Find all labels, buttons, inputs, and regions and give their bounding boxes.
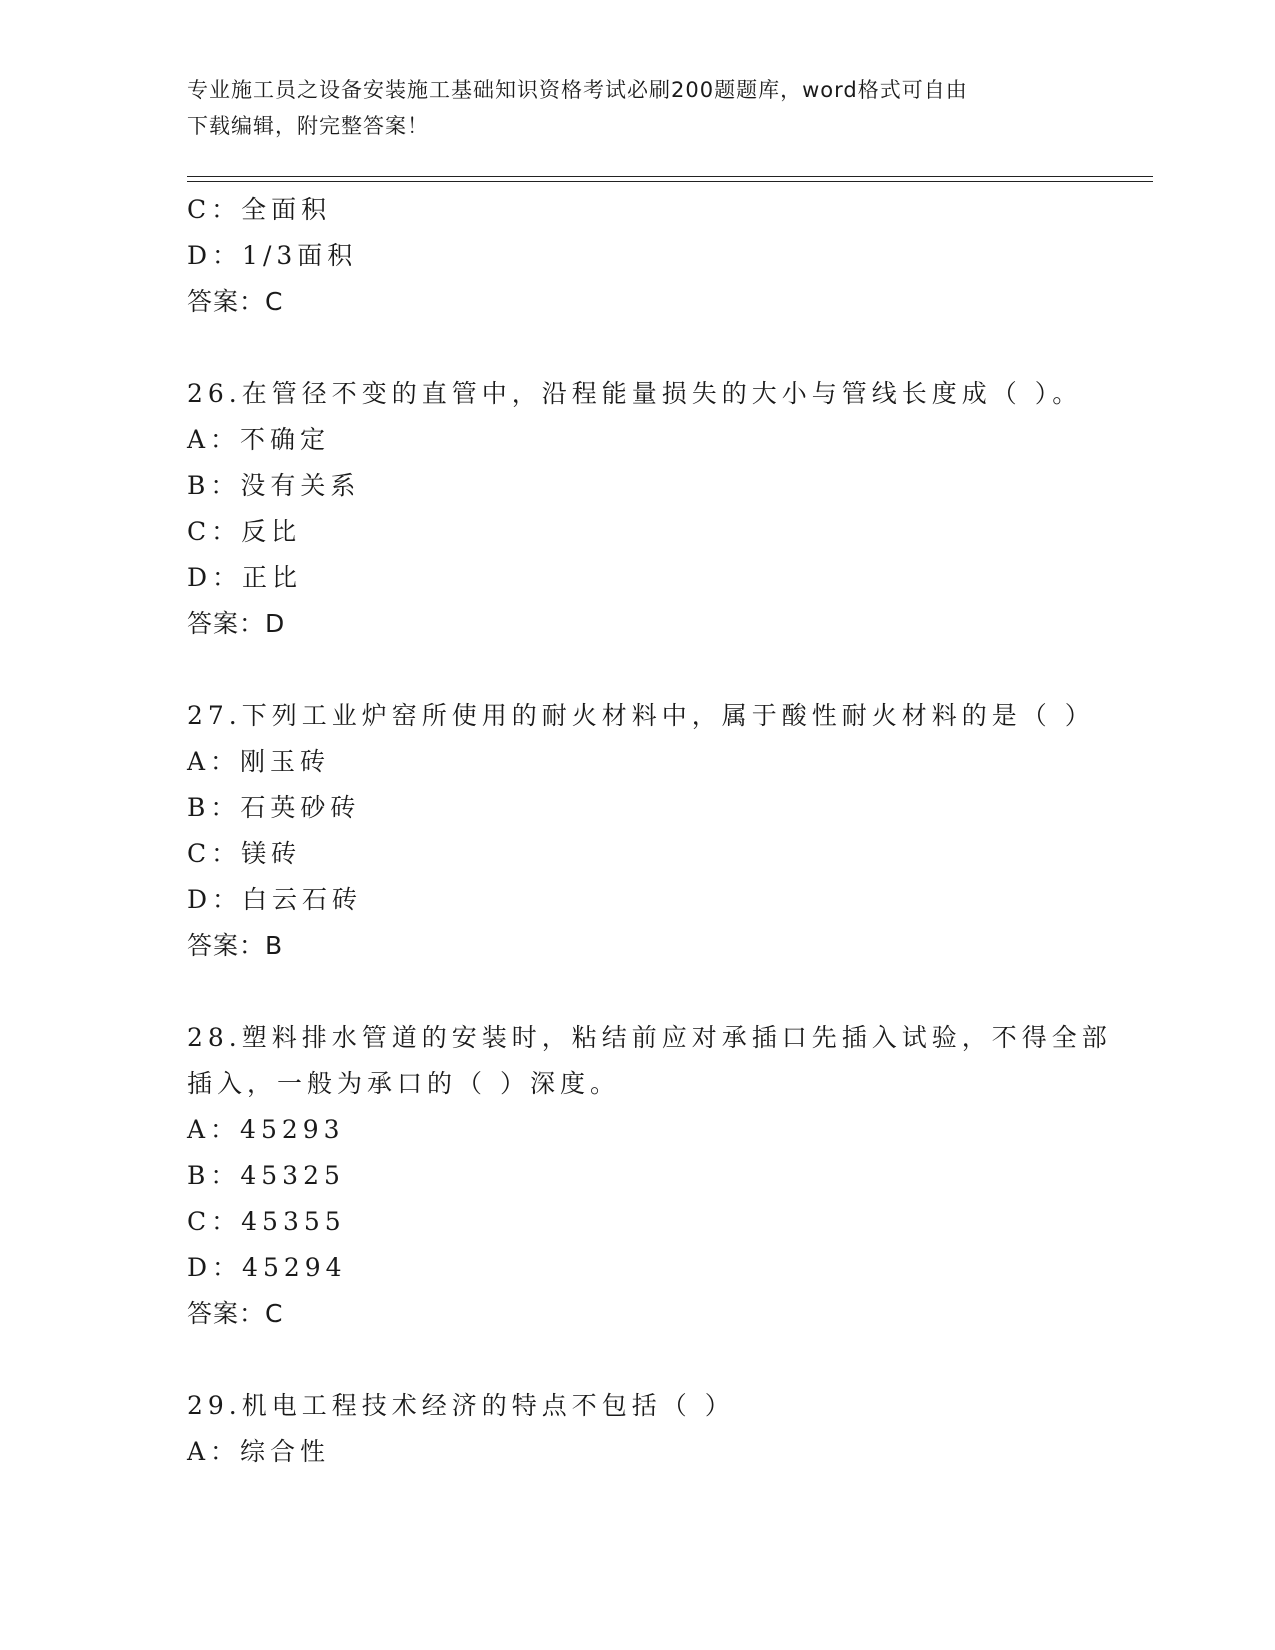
option-b: B：没有关系 xyxy=(187,471,361,500)
option-a: A：综合性 xyxy=(187,1437,331,1466)
header-divider-bottom xyxy=(187,181,1153,182)
header-divider-top xyxy=(187,176,1153,177)
option-c: C：镁砖 xyxy=(187,839,302,868)
answer-line: 答案：C xyxy=(187,1299,284,1328)
option-d: D：1/3面积 xyxy=(187,241,358,270)
question-27 xyxy=(187,693,1095,969)
answer-line: 答案：C xyxy=(187,287,284,316)
question-26 xyxy=(187,371,1087,647)
question-stem: 27.下列工业炉窑所使用的耐火材料中，属于酸性耐火材料的是（ ） xyxy=(187,701,1095,730)
question-stem-line-2: 插入，一般为承口的（ ）深度。 xyxy=(187,1069,620,1098)
option-c: C：全面积 xyxy=(187,195,332,224)
question-stem-line-1: 28.塑料排水管道的安装时，粘结前应对承插口先插入试验，不得全部 xyxy=(187,1023,1112,1052)
option-b: B：石英砂砖 xyxy=(187,793,361,822)
option-a: A：不确定 xyxy=(187,425,331,454)
option-b: B：45325 xyxy=(187,1161,345,1190)
option-d: D：正比 xyxy=(187,563,303,592)
header-title-line-1: 专业施工员之设备安装施工基础知识资格考试必刷200题题库，word格式可自由 xyxy=(187,78,968,102)
question-25-tail xyxy=(187,187,1087,325)
answer-line: 答案：B xyxy=(187,931,284,960)
header-title-line-2: 下载编辑，附完整答案！ xyxy=(187,114,429,138)
option-c: C：45355 xyxy=(187,1207,346,1236)
document-header xyxy=(187,72,1087,144)
answer-line: 答案：D xyxy=(187,609,286,638)
option-a: A：45293 xyxy=(187,1115,345,1144)
question-28 xyxy=(187,1015,1112,1337)
question-stem: 26.在管径不变的直管中，沿程能量损失的大小与管线长度成（ ）。 xyxy=(187,379,1083,408)
question-29 xyxy=(187,1383,1087,1475)
option-c: C：反比 xyxy=(187,517,302,546)
option-d: D：45294 xyxy=(187,1253,347,1282)
question-list xyxy=(187,187,1112,1475)
option-d: D：白云石砖 xyxy=(187,885,363,914)
option-a: A：刚玉砖 xyxy=(187,747,331,776)
question-stem: 29.机电工程技术经济的特点不包括（ ） xyxy=(187,1391,735,1420)
